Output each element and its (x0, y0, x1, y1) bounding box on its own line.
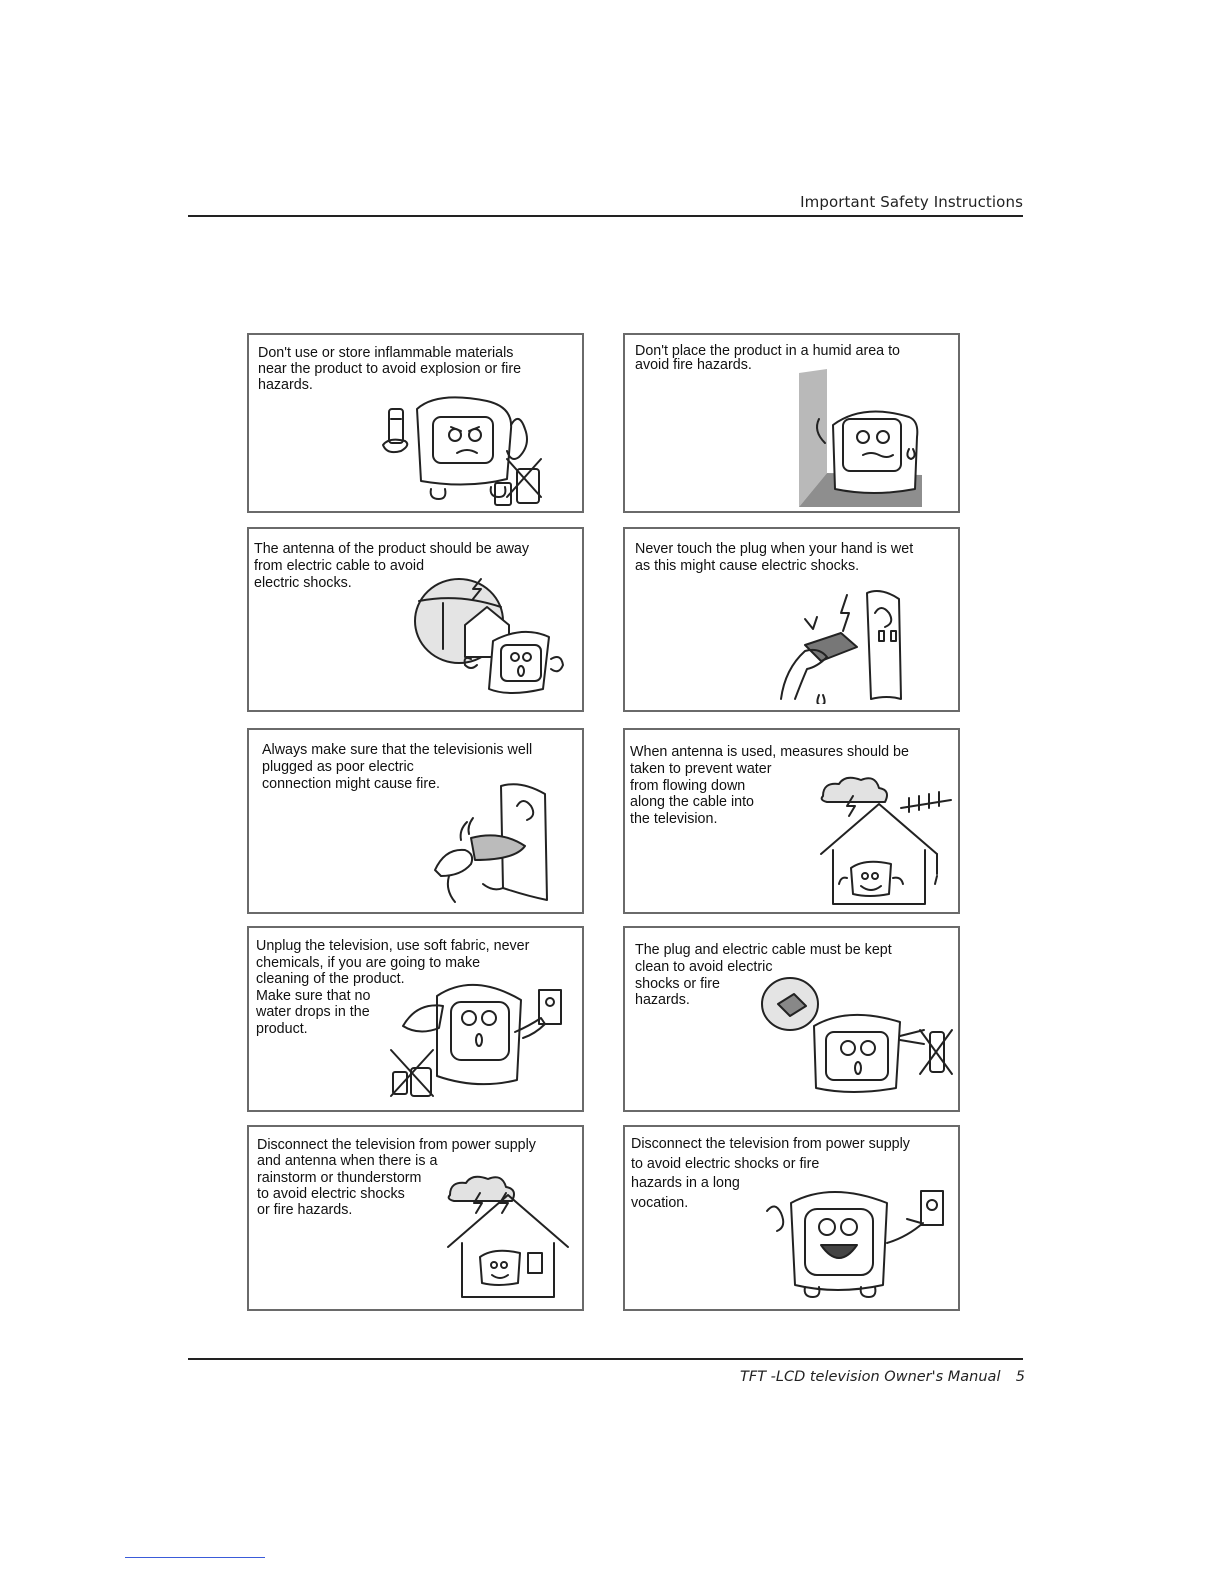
panel-text: Disconnect the television from power supply and antenna when there is a rainstorm or thunderstorm to avoid electric shocks or fire hazards. (257, 1137, 536, 1219)
safety-panel-cleaning (247, 926, 584, 1112)
antenna-near-power-line-icon (411, 573, 571, 698)
house-thunderstorm-icon (444, 1171, 574, 1299)
plug-into-outlet-icon (431, 782, 561, 907)
safety-panel-thunderstorm (247, 1125, 584, 1311)
safety-panel-humid (623, 333, 960, 513)
wet-hand-plug-icon (775, 589, 925, 704)
panel-text: Never touch the plug when your hand is wet as this might cause electric shocks. (635, 541, 914, 574)
safety-panel-clean-plug (623, 926, 960, 1112)
safety-panel-wet-hand (623, 527, 960, 712)
safety-panel-antenna-cable (247, 527, 584, 712)
panel-text: The antenna of the product should be away from electric cable to avoid electric shocks. (254, 541, 530, 591)
panel-text: Always make sure that the televisionis well plugged as poor electric connection might cause fire. (262, 742, 533, 792)
panel-text: Unplug the television, use soft fabric, never chemicals, if you are going to make cleaning of the product. Make sure that no water drops in the product. (256, 938, 530, 1037)
panel-text: Don't place the product in a humid area to avoid fire hazards. (635, 343, 901, 373)
panel-text: The plug and electric cable must be kept clean to avoid electric shocks or fire hazards. (635, 942, 892, 1009)
panel-text: Don't use or store inflammable materials near the product to avoid explosion or fire hazards. (258, 345, 522, 393)
safety-panel-antenna-water (623, 728, 960, 914)
panel-text: When antenna is used, measures should be taken to prevent water from flowing down along the cable into the television. (630, 744, 909, 828)
page-footer (740, 1369, 1025, 1385)
panel-text: Disconnect the television from power supply to avoid electric shocks or fire hazards in a long vocation. (631, 1136, 910, 1211)
house-antenna-rain-icon (817, 776, 962, 906)
footer-rule (188, 1358, 1023, 1360)
safety-panel-inflammables (247, 333, 584, 513)
header-rule (188, 215, 1023, 217)
safety-panel-long-vacation (623, 1125, 960, 1311)
page-header-title: Important Safety Instructions (800, 193, 1023, 211)
clean-plug-no-spray-icon (760, 974, 955, 1104)
page-number: 5 (1015, 1369, 1025, 1385)
happy-tv-unplugged-icon (765, 1185, 955, 1300)
manual-title: TFT -LCD television Owner's Manual (740, 1369, 1001, 1385)
tv-in-humid-corner-icon (797, 369, 932, 509)
tv-cleaning-icon (389, 980, 567, 1100)
tv-refusing-inflammables-icon (379, 387, 569, 507)
safety-panel-plug-well (247, 728, 584, 914)
bottom-link-rule (125, 1557, 265, 1558)
